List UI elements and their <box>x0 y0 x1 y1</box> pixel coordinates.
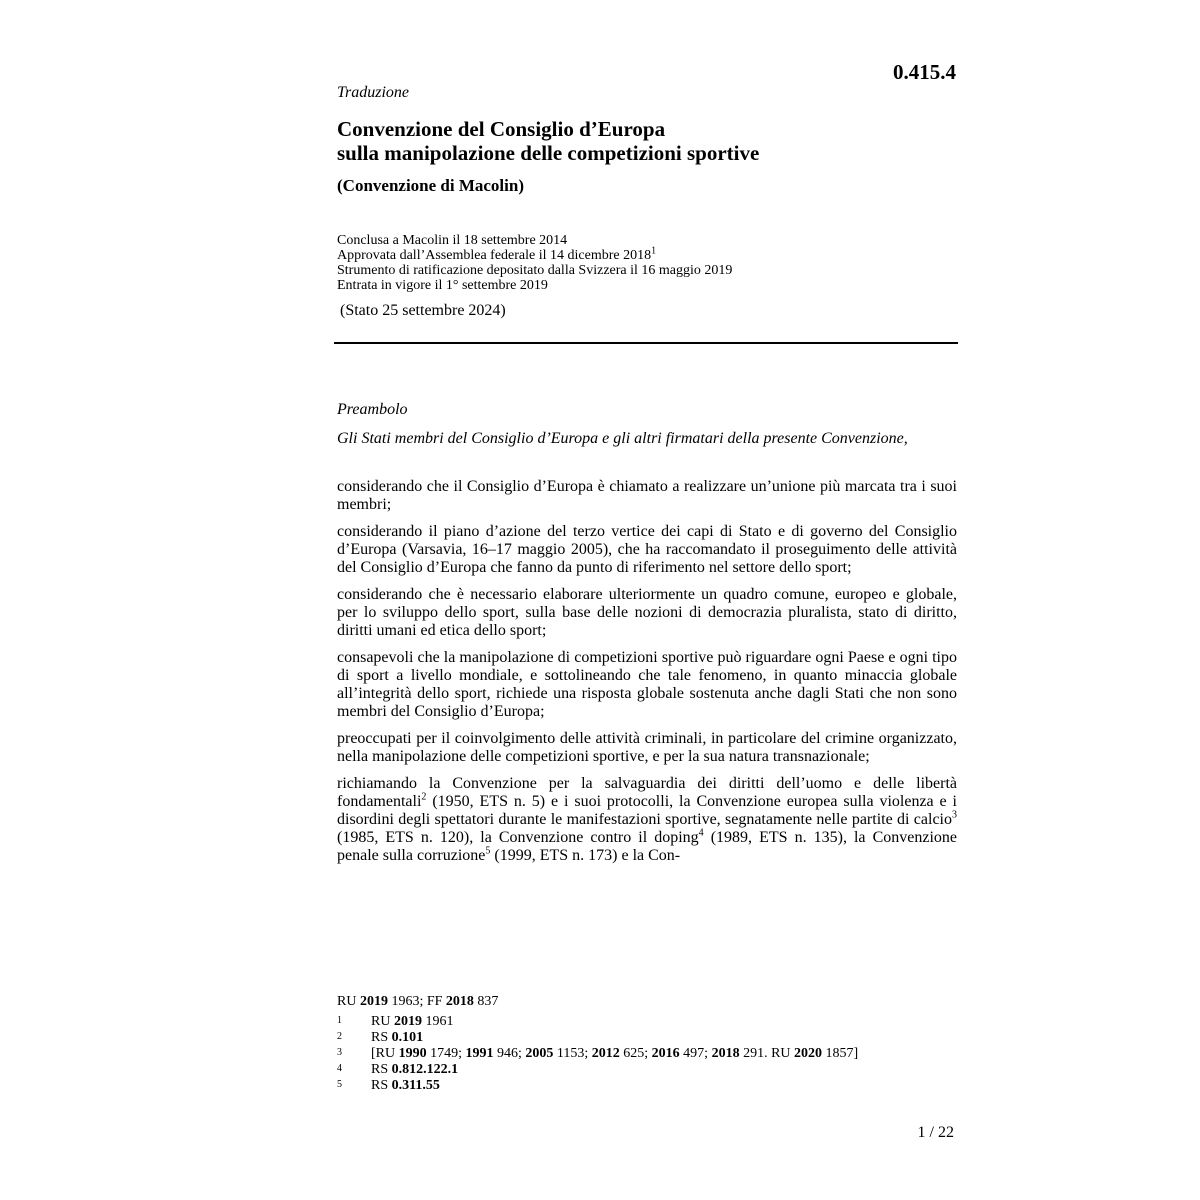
footnote-number: 5 <box>337 1079 342 1090</box>
preamble-paragraph-3: considerando che è necessario elaborare ulteriormente un quadro comune, europeo e globale, per lo sviluppo dello sport, sulla base delle nozioni di democrazia pluralista, stato di diritto, diritti umani ed etica dello sport; <box>337 586 957 639</box>
footnote-number: 4 <box>337 1063 342 1074</box>
footnote-ref-5[interactable]: 5 <box>485 845 491 857</box>
concluded-date: Conclusa a Macolin il 18 settembre 2014 <box>337 233 568 248</box>
preamble-body <box>337 478 957 874</box>
page-number: 1 / 22 <box>917 1124 954 1141</box>
preamble-paragraph-2: considerando il piano d’azione del terzo vertice dei capi di Stato e di governo del Consiglio d’Europa (Varsavia, 16–17 maggio 2005), che ha raccomandato il proseguimento delle attività del Consiglio d’Europa che fanno da punto di riferimento nel settore dello sport; <box>337 523 957 576</box>
footnote-ref-2[interactable]: 2 <box>421 791 427 803</box>
preamble-paragraph-4: consapevoli che la manipolazione di competizioni sportive può riguardare ogni Paese e ogni tipo di sport a livello mondiale, e sottolineando che tale fenomeno, in quanto minaccia globale all’integrità dello sport, richiede una risposta globale sostenuta anche dagli Stati che non sono membri del Consiglio d’Europa; <box>337 649 957 720</box>
sr-number: 0.415.4 <box>893 60 956 84</box>
source-reference: RU 2019 1963; FF 2018 837 <box>337 994 499 1009</box>
preamble-paragraph-1: considerando che il Consiglio d’Europa è chiamato a realizzare un’unione più marcata tra i suoi membri; <box>337 478 957 513</box>
preamble-paragraph-6: richiamando la Convenzione per la salvaguardia dei diritti dell’uomo e delle libertà fondamentali$^2$ (1950, ETS n. 5) e i suoi protocolli, la Convenzione europea sulla violenza e i disordini degli spettatori durante le manifestazioni sportive, segnatamente nelle partite di calcio$^3$ (1985, ETS n. 120), la Convenzione contro il doping$^4$ (1989, ETS n. 135), la Convenzione penale sulla corruzione$^5$ (1999, ETS n. 173) e la Con- <box>337 775 958 864</box>
footnote-5: 5 RS 0.311.55 <box>337 1078 440 1093</box>
approved-date <box>337 245 732 263</box>
approved-text: Approvata dall’Assemblea federale il 14 dicembre 2018 <box>337 248 652 263</box>
footnotes <box>337 994 957 1094</box>
header-divider <box>334 342 958 344</box>
preamble-intro: Gli Stati membri del Consiglio d’Europa e gli altri firmatari della presente Convenzione, <box>337 430 908 447</box>
document-subtitle: (Convenzione di Macolin) <box>337 176 524 195</box>
footnote-3: 3 [RU 1990 1749; 1991 946; 2005 1153; 2012 625; 2016 497; 2018 291. RU 2020 1857] <box>337 1046 859 1061</box>
footnote-4: 4 RS 0.812.122.1 <box>337 1062 459 1077</box>
translation-label: Traduzione <box>337 84 410 101</box>
footnote-number: 3 <box>337 1047 342 1058</box>
footnote-number: 2 <box>337 1031 342 1042</box>
footnote-ref-3[interactable]: 3 <box>952 809 957 821</box>
title-line-1: Convenzione del Consiglio d’Europa <box>337 117 666 141</box>
footnote-number: 1 <box>337 1015 342 1026</box>
footnote-ref-4[interactable]: 4 <box>698 827 704 839</box>
footnote-1: 1 RU 2019 1961 <box>337 1014 454 1029</box>
date-info <box>337 233 732 293</box>
document-title <box>337 117 759 165</box>
preamble-heading: Preambolo <box>337 401 408 418</box>
status-date: (Stato 25 settembre 2024) <box>340 302 506 319</box>
title-line-2: sulla manipolazione delle competizioni sportive <box>337 141 760 165</box>
preamble-paragraph-5: preoccupati per il coinvolgimento delle attività criminali, in particolare del crimine organizzato, nella manipolazione delle competizioni sportive, e per la sua natura transnazionale; <box>337 730 957 765</box>
ratification-date: Strumento di ratificazione depositato dalla Svizzera il 16 maggio 2019 <box>337 263 733 278</box>
footnote-2: 2 RS 0.101 <box>337 1030 424 1045</box>
footnote-ref-1[interactable]: 1 <box>651 245 657 257</box>
in-force-date: Entrata in vigore il 1° settembre 2019 <box>337 278 548 293</box>
